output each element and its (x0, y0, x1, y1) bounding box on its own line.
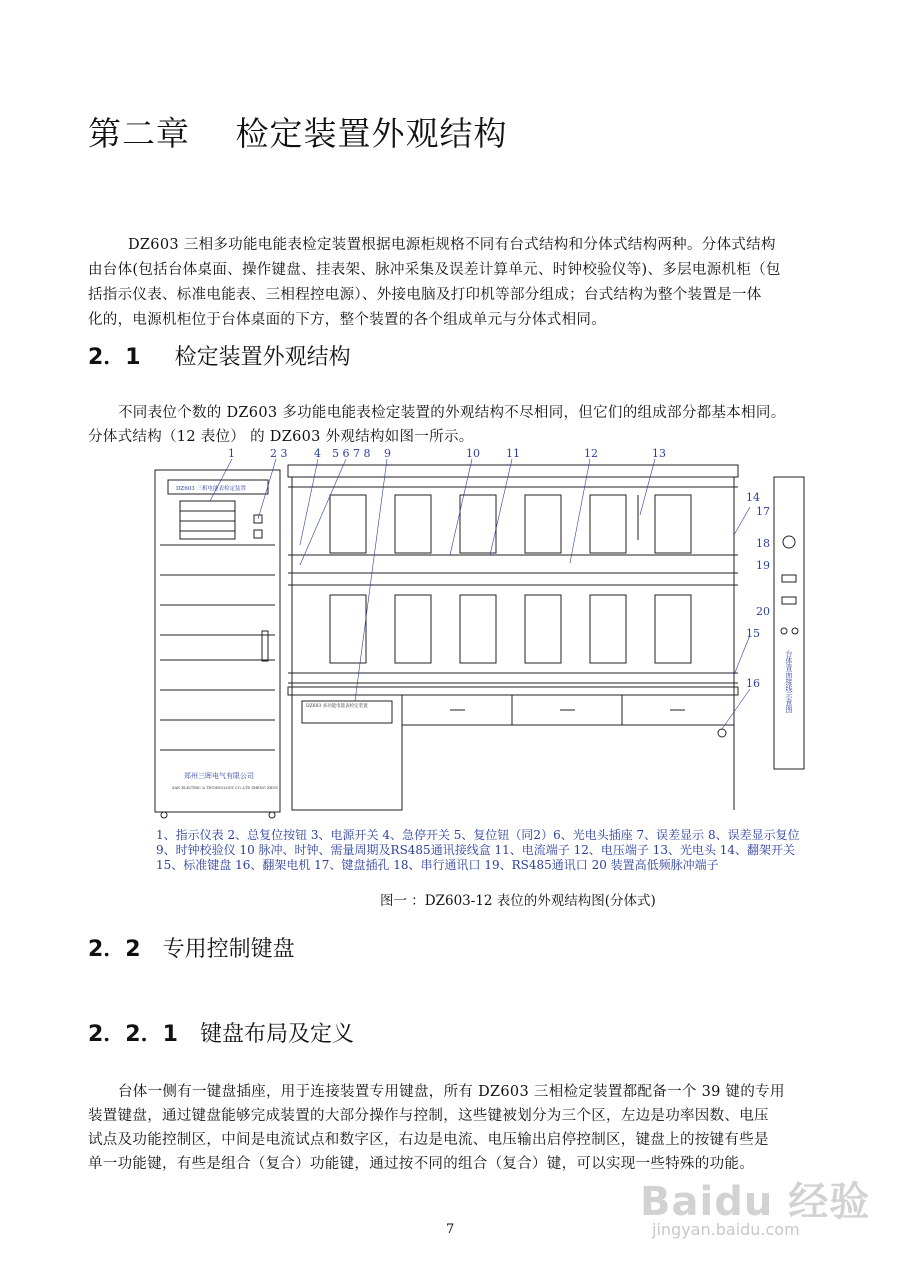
section-2-1-number: 2．1 (88, 345, 141, 370)
power-switch (254, 530, 262, 538)
baidu-watermark: Baidu 经验 (640, 1179, 871, 1225)
keyboard-socket (783, 536, 795, 548)
section-2-1-heading (88, 340, 351, 371)
fig-label-5-8: 5 6 7 8 (332, 447, 371, 460)
fig-label-2-3: 2 3 (270, 447, 288, 460)
baidu-watermark-url: jingyan.baidu.com (652, 1220, 800, 1239)
section-2-1-line-2: 分体式结构（12 表位） 的 DZ603 外观结构如图一所示。 (88, 429, 474, 445)
cabinet-plate-text: DZ603 三相电能表检定装置 (176, 486, 246, 492)
legend-line-2: 9、时钟校验仪 10 脉冲、时钟、需量周期及RS485通讯接线盒 11、电流端子 12、电压端子 13、光电头 14、翻架开关 (156, 843, 796, 857)
device-structure-figure (150, 445, 810, 825)
legend-line-1: 1、指示仪表 2、总复位按钮 3、电源开关 4、急停开关 5、复位钮（同2）6、光电头插座 7、误差显示 8、误差显示复位 (156, 828, 800, 842)
fig-label-16: 16 (746, 677, 760, 690)
fig-label-20: 20 (756, 605, 770, 618)
fig-label-9: 9 (384, 447, 391, 460)
keyboard-panel-text: DZ603 多功能电能表检定装置 (306, 704, 368, 709)
fig-label-13: 13 (652, 447, 666, 460)
section-2-2-1-line-3: 试点及功能控制区，中间是电流试点和数字区，右边是电流、电压输出启停控制区，键盘上的按键有些是 (88, 1132, 769, 1148)
section-2-2-1-title: 键盘布局及定义 (199, 1022, 354, 1047)
section-2-2-1-line-2: 装置键盘，通过键盘能够完成装置的大部分操作与控制，这些键被划分为三个区，左边是功率因数、电压 (88, 1108, 769, 1124)
flip-motor (718, 729, 726, 737)
fig-label-4: 4 (314, 447, 321, 460)
desk-cabinet (292, 695, 402, 810)
section-2-2-1-number: 2．2．1 (88, 1022, 178, 1047)
cabinet-maker-text: 郑州三晖电气有限公司 (184, 772, 254, 780)
chapter-title: 第二章 检定装置外观结构 (88, 114, 508, 153)
lower-meter-row (330, 595, 691, 663)
legend-line-3: 15、标准键盘 16、翻架电机 17、键盘插孔 18、串行通讯口 19、RS485通讯口 20 装置高低频脉冲端子 (156, 858, 719, 872)
indicator-meters (180, 501, 235, 539)
intro-line-2: 由台体(包括台体桌面、操作键盘、挂表架、脉冲采集及误差计算单元、时钟校验仪等)、多层电源机柜（包 (88, 262, 781, 278)
cabinet-maker-en-text: SAN ELECTRIC & TECHNOLOGY CO.,LTD ZHENG ZHOU (172, 786, 279, 790)
page-number: 7 (446, 1222, 455, 1237)
fig-label-1: 1 (228, 447, 235, 460)
fig-label-11: 11 (506, 447, 520, 460)
fig-label-18: 18 (756, 537, 770, 550)
section-2-2-title: 专用控制键盘 (162, 937, 295, 962)
fig-label-12: 12 (584, 447, 598, 460)
section-2-2-1-line-4: 单一功能键，有些是组合（复合）功能键，通过按不同的组合（复合）键，可以实现一些特殊的功能。 (88, 1156, 754, 1172)
fig-label-19: 19 (756, 559, 770, 572)
section-2-1-line-1: 不同表位个数的 DZ603 多功能电能表检定装置的外观结构不尽相同，但它们的组成部分都基本相同。 (118, 405, 786, 421)
intro-line-4: 化的，电源机柜位于台体桌面的下方，整个装置的各个组成单元与分体式相同。 (88, 312, 606, 328)
rear-panel (774, 477, 804, 769)
section-2-2-heading (88, 932, 295, 963)
fig-label-14: 14 (746, 491, 760, 504)
section-2-2-1-heading (88, 1017, 354, 1048)
figure-caption: 图一 ：DZ603-12 表位的外观结构图(分体式) (380, 893, 656, 909)
intro-line-3: 括指示仪表、标准电能表、三相程控电源）、外接电脑及打印机等部分组成；台式结构为整个装置是一体 (88, 287, 762, 303)
fig-label-10: 10 (466, 447, 480, 460)
intro-line-1: DZ603 三相多功能电能表检定装置根据电源柜规格不同有台式结构和分体式结构两种。分体式结构 (128, 237, 776, 253)
fig-label-15: 15 (746, 627, 760, 640)
side-panel-text: 台体背面接线示意图 (785, 650, 793, 713)
upper-meter-row (330, 495, 691, 553)
section-2-2-number: 2．2 (88, 937, 141, 962)
fig-label-17: 17 (756, 505, 770, 518)
section-2-1-title: 检定装置外观结构 (174, 345, 351, 370)
section-2-2-1-line-1: 台体一侧有一键盘插座，用于连接装置专用键盘，所有 DZ603 三相检定装置都配备一个 39 键的专用 (118, 1084, 785, 1100)
